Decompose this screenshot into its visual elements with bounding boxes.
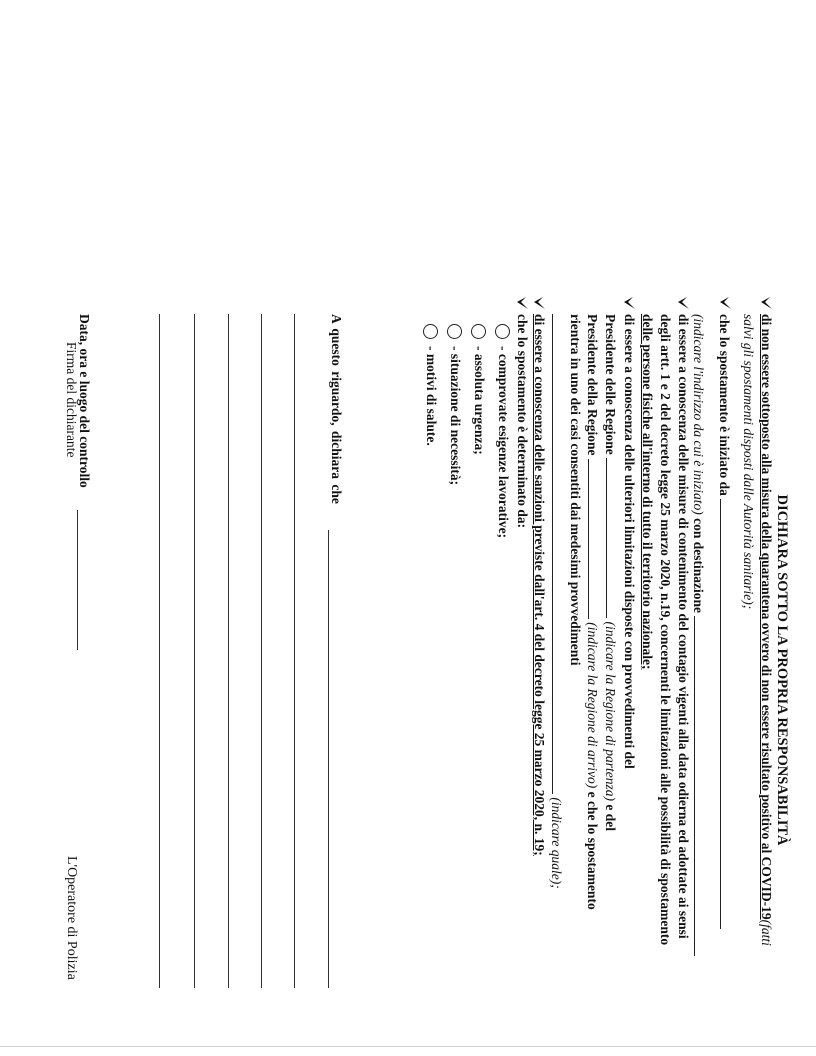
scan-edge-line: [0, 1046, 816, 1047]
dichiarazione-line-3[interactable]: [261, 314, 262, 988]
data-ora-luogo-field[interactable]: [77, 510, 78, 650]
radio-assoluta-urgenza[interactable]: [471, 324, 486, 339]
destinazione-field[interactable]: [694, 616, 707, 956]
inizio-label: che lo spostamento è iniziato da: [717, 314, 732, 496]
operatore-polizia-label: L'Operatore di Polizia: [64, 856, 79, 980]
provvedimento-field[interactable]: [552, 314, 565, 794]
document-title: DICHIARA SOTTO LA PROPRIA RESPONSABILITÀ: [774, 494, 790, 846]
ulteriori-note: (indicare quale);: [549, 797, 564, 889]
quarantena-note: (fatti: [759, 919, 774, 946]
ulteriori-line4: rientra in uno dei casi consentiti dai medesimi provvedimenti: [568, 314, 583, 666]
inizio-dest-line: [690, 314, 707, 956]
sanzioni-line1: di essere a conoscenza delle sanzioni previste dall'art. 4 del decreto legge 25 marzo 2020, n. 19;: [532, 314, 547, 856]
checkmark-arrow-icon: [622, 296, 636, 310]
regione-partenza-field[interactable]: [606, 458, 619, 618]
option-situazione-necessita: - situazione di necessità;: [448, 346, 463, 486]
dichiarazione-line-4[interactable]: [228, 314, 229, 988]
misure-line1: di essere a conoscenza delle misure di contenimento del contagio vigenti alla data odierna ed adottate ai sensi: [676, 314, 691, 939]
option-assoluta-urgenza: - assoluta urgenza;: [472, 346, 487, 455]
pres2-label: Presidente della Regione: [585, 314, 600, 456]
radio-situazione-necessita[interactable]: [447, 324, 462, 339]
option-motivi-salute: - motivi di salute.: [424, 346, 439, 446]
motivo-label: che lo spostamento è determinato da:: [515, 314, 530, 529]
ulteriori-pres1: [602, 314, 619, 831]
dichiarazione-line-5[interactable]: [194, 314, 195, 988]
ulteriori-line5: [548, 314, 565, 889]
pres1-note: (indicare la Regione di partenza): [603, 621, 618, 801]
riguardo-label: A questo riguardo, dichiara che: [329, 314, 344, 504]
inizio-dest-label: con destinazione: [691, 518, 706, 614]
checkmark-arrow-icon: [676, 296, 690, 310]
pres2-note: (indicare la Regione di arrivo): [585, 622, 600, 789]
quarantena-text: di non essere sottoposto alla misura della quarantena ovvero di non essere risultato positivo al COVID-19: [759, 314, 774, 920]
regione-arrivo-field[interactable]: [588, 459, 601, 619]
ulteriori-line1: di essere a conoscenza delle ulteriori limitazioni disposte con provvedimenti del: [622, 314, 637, 769]
checkmark-arrow-icon: [515, 296, 529, 310]
checkmark-arrow-icon: [532, 296, 546, 310]
rotated-form: [0, 290, 800, 1050]
pres2-end: e che lo spostamento: [585, 791, 600, 910]
misure-line3: delle persone fisiche all'interno di tutto il territorio nazionale;: [640, 314, 655, 670]
radio-motivi-salute[interactable]: [423, 324, 438, 339]
inizio-line: [716, 314, 733, 929]
dichiarazione-line-2[interactable]: [294, 314, 295, 988]
inizio-note: (indicare l'indirizzo da cui è iniziato): [691, 314, 706, 515]
quarantena-line1: [758, 314, 774, 946]
quarantena-line2: salvi gli spostamenti disposti dalle Autorità sanitarie);: [741, 314, 756, 610]
radio-esigenze-lavorative[interactable]: [495, 324, 510, 339]
inizio-address-field[interactable]: [720, 499, 733, 929]
pres1-end: e del: [603, 804, 618, 831]
ulteriori-pres2: [584, 314, 601, 910]
misure-line2: degli artt. 1 e 2 del decreto legge 25 marzo 2020, n.19, concernenti le limitazioni alle possibilità di spostamento: [658, 314, 673, 946]
pres1-label: Presidente delle Regione: [603, 314, 618, 455]
checkmark-arrow-icon: [759, 296, 773, 310]
dichiarazione-line-6[interactable]: [159, 314, 160, 988]
dichiarazione-line-1[interactable]: [328, 530, 329, 988]
checkmark-arrow-icon: [718, 296, 732, 310]
firma-dichiarante-label: Firma del dichiarante: [64, 342, 79, 458]
option-esigenze-lavorative: - comprovate esigenze lavorative;: [496, 346, 511, 539]
data-ora-luogo-label: Data, ora e luogo del controllo: [77, 314, 92, 488]
